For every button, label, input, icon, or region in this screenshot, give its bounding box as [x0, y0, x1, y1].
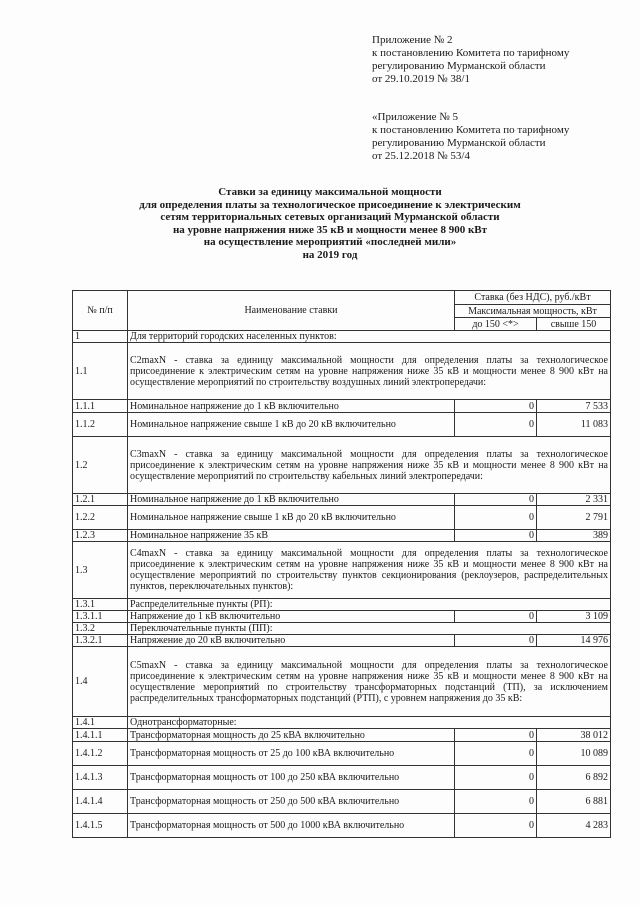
row-text: Номинальное напряжение свыше 1 кВ до 20 кВ включительно: [128, 413, 455, 437]
appendix-previous-header: [372, 111, 569, 163]
document-title: [60, 186, 600, 261]
table-row: [73, 623, 611, 635]
row-number: 1.3: [73, 542, 128, 599]
appendix-line: «Приложение № 5: [372, 111, 459, 123]
table-row: [73, 766, 611, 790]
rate-upto-150: 0: [455, 400, 537, 413]
rate-upto-150: 0: [455, 635, 537, 647]
header-num: № п/п: [73, 291, 128, 331]
row-text: C5maxN - ставка за единицу максимальной мощности для определения платы за технологическое присоединение к электрическим сетям на уровне напряжения ниже 35 кВ и мощности менее 8 900 кВт на осуществление мероприятий по строительству трансформаторных подстанций (ТП), за исключением распределительных трансформаторных подстанций (РТП), с уровнем напряжения до 35 кВ:: [128, 647, 611, 717]
header-name: Наименование ставки: [128, 291, 455, 331]
rate-over-150: 14 976: [537, 635, 611, 647]
row-number: 1.4.1: [73, 717, 128, 729]
table-row: [73, 437, 611, 494]
row-text: Однотрансформаторные:: [128, 717, 611, 729]
table-row: [73, 506, 611, 530]
appendix-line: к постановлению Комитета по тарифному: [372, 124, 570, 136]
rate-over-150: 389: [537, 530, 611, 542]
row-text: Трансформаторная мощность от 100 до 250 кВА включительно: [128, 766, 455, 790]
table-row: [73, 742, 611, 766]
row-text: Трансформаторная мощность от 500 до 1000 кВА включительно: [128, 814, 455, 838]
row-text: Трансформаторная мощность от 250 до 500 кВА включительно: [128, 790, 455, 814]
rate-over-150: 38 012: [537, 729, 611, 742]
row-text: C3maxN - ставка за единицу максимальной мощности для определения платы за технологическое присоединение к электрическим сетям на уровне напряжения ниже 35 кВ и мощности менее 8 900 кВт на осуществление мероприятий по строительству кабельных линий электропередачи:: [128, 437, 611, 494]
row-text: Напряжение до 1 кВ включительно: [128, 611, 455, 623]
row-text: Для территорий городских населенных пунктов:: [128, 331, 611, 343]
title-line: сетям территориальных сетевых организаций Мурманской области: [160, 211, 500, 223]
row-text: Номинальное напряжение свыше 1 кВ до 20 кВ включительно: [128, 506, 455, 530]
rate-over-150: 6 881: [537, 790, 611, 814]
rate-upto-150: 0: [455, 413, 537, 437]
row-number: 1.2.1: [73, 494, 128, 506]
table-row: [73, 635, 611, 647]
row-number: 1.4.1.1: [73, 729, 128, 742]
row-text: Переключательные пункты (ПП):: [128, 623, 611, 635]
row-number: 1.4: [73, 647, 128, 717]
rate-over-150: 4 283: [537, 814, 611, 838]
row-number: 1.4.1.3: [73, 766, 128, 790]
table-row: [73, 814, 611, 838]
row-number: 1.2: [73, 437, 128, 494]
appendix-line: регулированию Мурманской области: [372, 60, 546, 72]
row-number: 1.1.2: [73, 413, 128, 437]
row-number: 1.1.1: [73, 400, 128, 413]
rate-upto-150: 0: [455, 742, 537, 766]
row-text: Напряжение до 20 кВ включительно: [128, 635, 455, 647]
appendix-line: Приложение № 2: [372, 34, 453, 46]
row-text: Трансформаторная мощность от 25 до 100 кВА включительно: [128, 742, 455, 766]
appendix-line: от 25.12.2018 № 53/4: [372, 150, 470, 162]
rate-upto-150: 0: [455, 814, 537, 838]
rate-upto-150: 0: [455, 494, 537, 506]
table-row: [73, 331, 611, 343]
table-row: [73, 729, 611, 742]
rate-over-150: 2 331: [537, 494, 611, 506]
table-row: [73, 530, 611, 542]
row-text: Номинальное напряжение 35 кВ: [128, 530, 455, 542]
table-row: [73, 611, 611, 623]
rate-over-150: 2 791: [537, 506, 611, 530]
row-number: 1.1: [73, 343, 128, 400]
table-row: [73, 494, 611, 506]
table-row: [73, 413, 611, 437]
row-number: 1.3.2: [73, 623, 128, 635]
table-row: [73, 343, 611, 400]
row-number: 1.3.1.1: [73, 611, 128, 623]
header-max-power: Максимальная мощность, кВт: [455, 305, 611, 318]
rate-over-150: 6 892: [537, 766, 611, 790]
row-number: 1.2.2: [73, 506, 128, 530]
rate-upto-150: 0: [455, 790, 537, 814]
rate-upto-150: 0: [455, 611, 537, 623]
rate-upto-150: 0: [455, 729, 537, 742]
row-text: Распределительные пункты (РП):: [128, 599, 611, 611]
table-header-row: [73, 291, 611, 305]
appendix-line: к постановлению Комитета по тарифному: [372, 47, 570, 59]
title-line: Ставки за единицу максимальной мощности: [218, 186, 442, 198]
row-number: 1.4.1.5: [73, 814, 128, 838]
row-text: Номинальное напряжение до 1 кВ включительно: [128, 494, 455, 506]
row-text: Трансформаторная мощность до 25 кВА включительно: [128, 729, 455, 742]
row-text: C4maxN - ставка за единицу максимальной мощности для определения платы за технологическое присоединение к электрическим сетям на уровне напряжения ниже 35 кВ и мощности менее 8 900 кВт на осуществление мероприятий по строительству пунктов секционирования (реклоузеров, распределительных пунктов, переключательных пунктов):: [128, 542, 611, 599]
row-text: Номинальное напряжение до 1 кВ включительно: [128, 400, 455, 413]
table-row: [73, 542, 611, 599]
rate-upto-150: 0: [455, 530, 537, 542]
rate-upto-150: 0: [455, 506, 537, 530]
header-rate: Ставка (без НДС), руб./кВт: [455, 291, 611, 305]
appendix-line: регулированию Мурманской области: [372, 137, 546, 149]
table-row: [73, 647, 611, 717]
rate-over-150: 7 533: [537, 400, 611, 413]
rate-upto-150: 0: [455, 766, 537, 790]
row-number: 1.4.1.2: [73, 742, 128, 766]
rate-over-150: 11 083: [537, 413, 611, 437]
header-over-150: свыше 150: [537, 318, 611, 331]
title-line: для определения платы за технологическое присоединение к электрическим: [139, 198, 521, 211]
rate-over-150: 10 089: [537, 742, 611, 766]
table-row: [73, 599, 611, 611]
header-upto-150: до 150 <*>: [455, 318, 537, 331]
title-line: на осуществление мероприятий «последней мили»: [203, 236, 457, 248]
table-row: [73, 400, 611, 413]
row-number: 1.3.2.1: [73, 635, 128, 647]
appendix-line: от 29.10.2019 № 38/1: [372, 73, 470, 85]
rates-table: [72, 290, 611, 838]
rate-over-150: 3 109: [537, 611, 611, 623]
row-number: 1: [73, 331, 128, 343]
row-number: 1.3.1: [73, 599, 128, 611]
title-line: на 2019 год: [302, 248, 358, 261]
table-row: [73, 790, 611, 814]
title-line: на уровне напряжения ниже 35 кВ и мощности менее 8 900 кВт: [172, 223, 488, 236]
row-text: C2maxN - ставка за единицу максимальной мощности для определения платы за технологическое присоединение к электрическим сетям на уровне напряжения ниже 35 кВ и мощности менее 8 900 кВт на осуществление мероприятий по строительству воздушных линий электропередачи:: [128, 343, 611, 400]
table-row: [73, 717, 611, 729]
row-number: 1.2.3: [73, 530, 128, 542]
row-number: 1.4.1.4: [73, 790, 128, 814]
appendix-current-header: [372, 34, 569, 86]
